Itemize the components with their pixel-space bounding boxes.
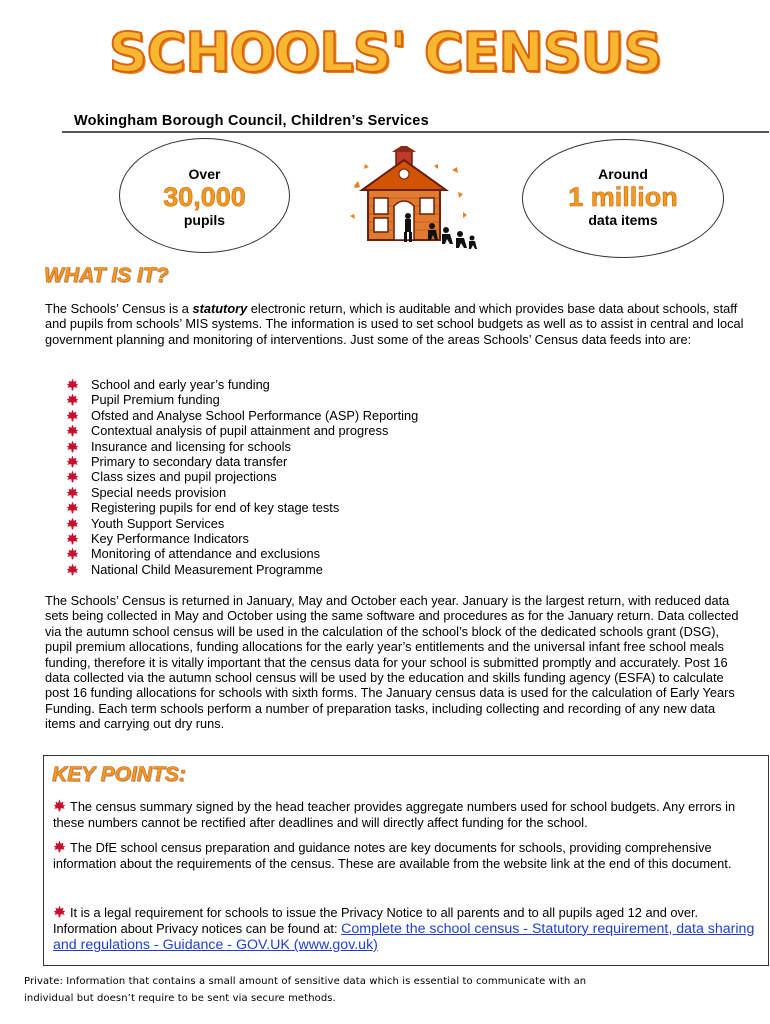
key-point-2 [53, 839, 765, 871]
intro-emphasis: statutory [192, 301, 248, 316]
key-points-box [43, 755, 769, 966]
maple-leaf-bullet-icon [53, 840, 66, 853]
key-point-text: The DfE school census preparation and guidance notes are key documents for schools, providing comprehensive information about the requirements of the census. These are available from the website link at the end of this document. [53, 840, 732, 871]
what-is-it-heading: WHAT IS IT? [44, 264, 169, 287]
stat-prefix: Over [188, 166, 221, 182]
data-uses-list [66, 377, 418, 577]
maple-leaf-bullet-icon [53, 799, 66, 812]
maple-leaf-bullet-icon [66, 440, 79, 453]
maple-leaf-bullet-icon [66, 378, 79, 391]
data-use-label: Special needs provision [91, 484, 227, 500]
data-use-item [66, 516, 418, 531]
data-use-label: Key Performance Indicators [91, 530, 249, 546]
stat-prefix: Around [598, 166, 648, 182]
maple-leaf-bullet-icon [66, 547, 79, 560]
key-point-3 [53, 904, 765, 954]
council-name: Wokingham Borough Council, Children’s Services [74, 113, 429, 129]
maple-leaf-bullet-icon [66, 393, 79, 406]
data-use-label: Primary to secondary data transfer [91, 453, 288, 469]
maple-leaf-bullet-icon [53, 905, 66, 918]
data-items-stat-oval [522, 139, 724, 258]
maple-leaf-bullet-icon [66, 470, 79, 483]
data-use-item [66, 531, 418, 546]
maple-leaf-bullet-icon [66, 501, 79, 514]
data-use-label: Ofsted and Analyse School Performance (ASP) Reporting [91, 407, 419, 423]
schoolhouse-illustration-icon [340, 146, 480, 254]
data-use-label: Youth Support Services [91, 515, 225, 531]
gov-uk-census-link[interactable]: Complete the school census - Statutory requirement, data sharing and regulations - Guidance - GOV.UK (www.gov.uk) [53, 920, 755, 954]
header-divider [62, 131, 769, 133]
maple-leaf-bullet-icon [66, 409, 79, 422]
footer-line: individual but doesn’t require to be sent via secure methods. [24, 993, 336, 1004]
data-use-label: Pupil Premium funding [91, 392, 220, 408]
data-use-item [66, 546, 418, 561]
stat-suffix: data items [588, 212, 658, 228]
data-use-item [66, 423, 418, 438]
data-use-label: Registering pupils for end of key stage tests [91, 500, 340, 516]
document-title: SCHOOLS' CENSUS [108, 21, 662, 84]
maple-leaf-bullet-icon [66, 424, 79, 437]
data-use-item [66, 500, 418, 515]
maple-leaf-bullet-icon [66, 486, 79, 499]
data-use-label: National Child Measurement Programme [91, 561, 323, 577]
key-points-heading: KEY POINTS: [52, 763, 186, 786]
data-use-item [66, 377, 418, 392]
intro-paragraph [45, 301, 745, 347]
maple-leaf-bullet-icon [66, 517, 79, 530]
key-point-text: The census summary signed by the head teacher provides aggregate numbers used for school budgets. Any errors in these numbers cannot be rectified after deadlines and will directly affect funding for the school. [53, 799, 736, 830]
data-use-item [66, 408, 418, 423]
data-use-item [66, 485, 418, 500]
maple-leaf-bullet-icon [66, 455, 79, 468]
key-point-text: It is a legal requirement for schools to issue the Privacy Notice to all parents and to all pupils aged 12 and over. Information about Privacy notices can be found at: [53, 905, 699, 936]
data-use-item [66, 562, 418, 577]
data-use-item [66, 469, 418, 484]
footer-line: Private: Information that contains a small amount of sensitive data which is essential to communicate with an [24, 976, 587, 987]
data-use-item [66, 392, 418, 407]
data-use-label: School and early year’s funding [91, 377, 270, 392]
data-use-label: Contextual analysis of pupil attainment and progress [91, 423, 389, 439]
maple-leaf-bullet-icon [66, 563, 79, 576]
maple-leaf-bullet-icon [66, 532, 79, 545]
stat-number: 1 million [568, 182, 678, 212]
intro-text: The Schools’ Census is a [45, 301, 193, 316]
stat-suffix: pupils [183, 212, 226, 228]
intro-text: electronic return, which is auditable and which provides base data about schools, staff and pupils from schools’ MIS systems. The information is used to set school budgets as well as to assist in central and local government planning and monitoring of interventions. Just some of the areas Schools’ Census data feeds into are: [45, 301, 744, 347]
key-point-1 [53, 798, 765, 830]
data-use-item [66, 454, 418, 469]
data-use-label: Insurance and licensing for schools [91, 438, 291, 454]
privacy-footer [24, 973, 674, 1007]
stat-number: 30,000 [163, 182, 246, 212]
pupils-stat-oval [119, 138, 290, 253]
returns-paragraph: The Schools’ Census is returned in January, May and October each year. January is the largest return, with reduced data sets being collected in May and October using the same software and procedures as for the January return. Data collected via the autumn school census will be used in the calculation of the school’s block of the dedicated schools grant (DSG), pupil premium allocations, funding allocations for the early year’s entitlements and the universal infant free school meals funding, therefore it is vitally important that the census data for your school is submitted promptly and accurately. Post 16 data collected via the autumn school census will be used by the education and skills funding agency (ESFA) to calculate post 16 funding allocations for schools with sixth forms. The January census data is used for the calculation of Early Years Funding. Each term schools perform a number of preparation tasks, including collecting and recording of any new data items and carrying out dry runs. [45, 593, 739, 732]
data-use-item [66, 439, 418, 454]
data-use-label: Monitoring of attendance and exclusions [91, 546, 321, 562]
data-use-label: Class sizes and pupil projections [91, 469, 277, 485]
